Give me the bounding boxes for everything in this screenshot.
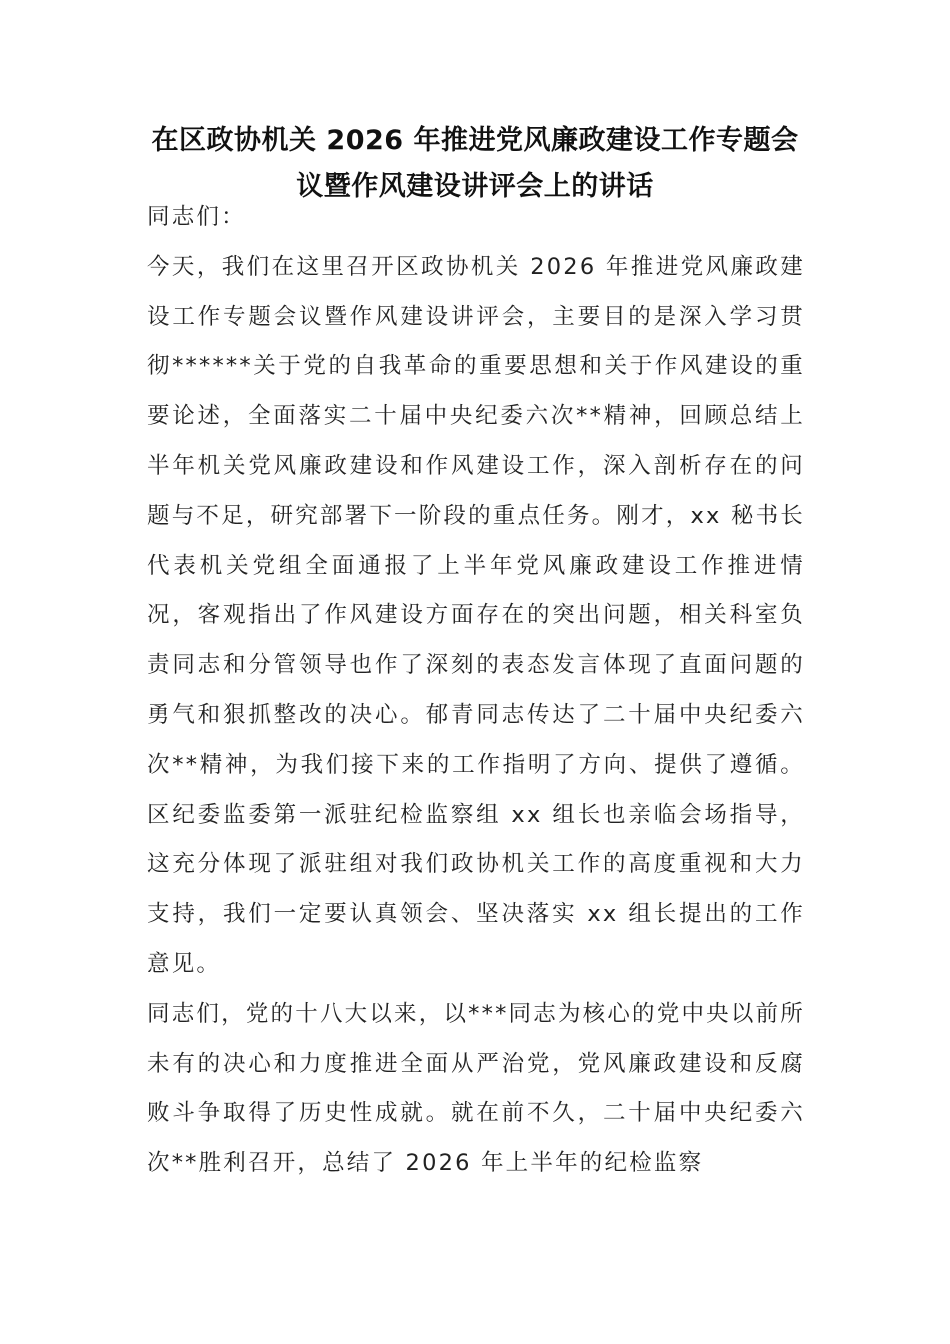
paragraph-1: 今天，我们在这里召开区政协机关 2026 年推进党风廉政建设工作专题会议暨作风建设讲评会，主要目的是深入学习贯彻******关于党的自我革命的重要思想和关于作风建设的重要论述，全面落实二十届中央纪委六次**精神，回顾总结上半年机关党风廉政建设和作风建设工作，深入剖析存在的问题与不足，研究部署下一阶段的重点任务。刚才，xx 秘书长代表机关党组全面通报了上半年党风廉政建设工作推进情况，客观指出了作风建设方面存在的突出问题，相关科室负责同志和分管领导也作了深刻的表态发言体现了直面问题的勇气和狠抓整改的决心。郁青同志传达了二十届中央纪委六次**精神，为我们接下来的工作指明了方向、提供了遵循。区纪委监委第一派驻纪检监察组 xx 组长也亲临会场指导，这充分体现了派驻组对我们政协机关工作的高度重视和大力支持，我们一定要认真领会、坚决落实 xx 组长提出的工作意见。 bbox=[147, 253, 805, 977]
document-body bbox=[147, 193, 805, 1189]
salutation: 同志们： bbox=[147, 204, 246, 230]
paragraph-2: 同志们，党的十八大以来，以***同志为核心的党中央以前所未有的决心和力度推进全面从严治党，党风廉政建设和反腐败斗争取得了历史性成就。就在前不久，二十届中央纪委六次**胜利召开，总结了 2026 年上半年的纪检监察 bbox=[147, 1000, 805, 1177]
document-title: 在区政协机关 2026 年推进党风廉政建设工作专题会议暨作风建设讲评会上的讲话 bbox=[151, 125, 799, 202]
